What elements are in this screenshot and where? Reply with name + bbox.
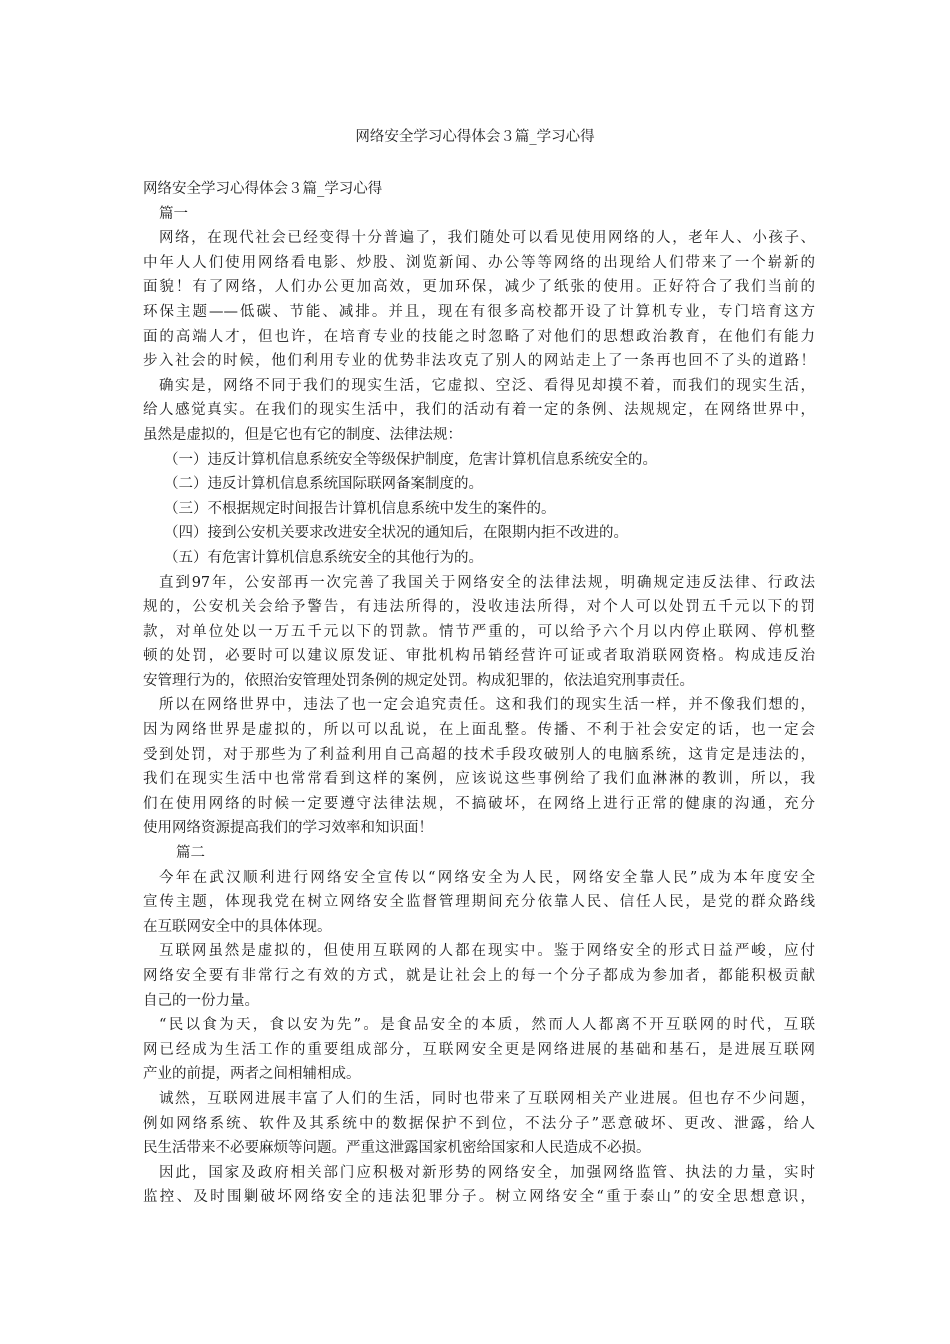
text-line: 产业的前提，两者之间相辅相成。	[143, 1066, 361, 1083]
document-body	[143, 177, 815, 1210]
text-line: （一）违反计算机信息系统安全等级保护制度，危害计算机信息系统安全的。	[164, 451, 657, 468]
text-line: 自己的一份力量。	[143, 992, 259, 1009]
text-line: 顿的处罚，必要时可以建议原发证、审批机构吊销经营许可证或者取消联网资格。构成违反治	[143, 648, 815, 665]
text-line: 我们在现实生活中也常常看到这样的案例，应该说这些事例给了我们血淋淋的教训，所以，我	[143, 771, 815, 788]
text-line: （二）违反计算机信息系统国际联网备案制度的。	[164, 476, 483, 493]
text-line: 所以在网络世界中，违法了也一定会追究责任。这和我们的现实生活一样，并不像我们想的，	[159, 697, 815, 714]
text-line: 例如网络系统、软件及其系统中的数据保护不到位，不法分子”恶意破坏、更改、泄露，给人	[143, 1115, 815, 1132]
text-line: 篇二	[176, 845, 205, 862]
text-line: 宣传主题，体现我党在树立网络安全监督管理期间充分依靠人民、信任人民，是党的群众路线	[143, 894, 815, 911]
text-line: 诚然，互联网进展丰富了人们的生活，同时也带来了互联网相关产业进展。但也存不少问题，	[159, 1090, 815, 1107]
text-line: 直到97年，公安部再一次完善了我国关于网络安全的法律法规，明确规定违反法律、行政法	[159, 574, 815, 591]
text-line: 在互联网安全中的具体体现。	[143, 918, 332, 935]
text-line: 网络安全学习心得体会３篇_学习心得	[143, 181, 383, 197]
text-line: 使用网络资源提高我们的学习效率和知识面！	[143, 820, 433, 837]
text-line: 环保主题——低碳、节能、减排。并且，现在有很多高校都开设了计算机专业，专门培育这方	[143, 303, 815, 320]
page-title: 网络安全学习心得体会３篇_学习心得	[355, 129, 595, 145]
text-line: 规的，公安机关会给予警告，有违法所得的，没收违法所得，对个人可以处罚五千元以下的罚	[143, 599, 815, 616]
text-line: 虽然是虚拟的，但是它也有它的制度、法律法规：	[143, 426, 462, 443]
text-line: （五）有危害计算机信息系统安全的其他行为的。	[164, 549, 483, 566]
text-line: 今年在武汉顺利进行网络安全宣传以“网络安全为人民，网络安全靠人民”成为本年度安全	[159, 869, 815, 886]
text-line: （三）不根据规定时间报告计算机信息系统中发生的案件的。	[164, 500, 556, 517]
text-line: 因为网络世界是虚拟的，所以可以乱说，在上面乱整。传播、不利于社会安定的话，也一定会	[143, 722, 815, 739]
text-line: “民以食为天，食以安为先”。是食品安全的本质，然而人人都离不开互联网的时代，互联	[159, 1017, 815, 1034]
text-line: 面的高端人才，但也许，在培育专业的技能之时忽略了对他们的思想政治教育，在他们有能力	[143, 328, 815, 345]
text-line: 们在使用网络的时候一定要遵守法律法规，不搞破坏，在网络上进行正常的健康的沟通，充分	[143, 795, 815, 812]
text-line: 互联网虽然是虚拟的，但使用互联网的人都在现实中。鉴于网络安全的形式日益严峻，应付	[159, 943, 815, 960]
text-line: 款，对单位处以一万五千元以下的罚款。情节严重的，可以给予六个月以内停止联网、停机整	[143, 623, 815, 640]
text-line: 给人感觉真实。在我们的现实生活中，我们的活动有着一定的条例、法规规定，在网络世界中，	[143, 402, 815, 419]
text-line: 网络安全要有非常行之有效的方式，就是让社会上的每一个分子都成为参加者，都能积极贡献	[143, 968, 815, 984]
text-line: 中年人人们使用网络看电影、炒股、浏览新闻、办公等等网络的出现给人们带来了一个崭新的	[143, 254, 815, 271]
text-line: 监控、及时围剿破坏网络安全的违法犯罪分子。树立网络安全“重于泰山”的安全思想意识，	[143, 1189, 815, 1206]
text-line: 网已经成为生活工作的重要组成部分，互联网安全更是网络进展的基础和基石，是进展互联网	[143, 1041, 815, 1058]
text-line: 篇一	[159, 205, 188, 222]
text-line: 步入社会的时候，他们利用专业的优势非法攻克了别人的网站走上了一条再也回不了头的道路！	[143, 353, 815, 370]
text-line: 网络，在现代社会已经变得十分普遍了，我们随处可以看见使用网络的人，老年人、小孩子、	[159, 230, 815, 247]
text-line: 受到处罚，对于那些为了利益利用自己高超的技术手段攻破别人的电脑系统，这肯定是违法的，	[143, 746, 815, 763]
text-line: 民生活带来不必要麻烦等问题。严重这泄露国家机密给国家和人民造成不必损。	[143, 1140, 651, 1157]
text-line: （四）接到公安机关要求改进安全状况的通知后，在限期内拒不改进的。	[164, 525, 628, 542]
text-line: 因此，国家及政府相关部门应积极对新形势的网络安全，加强网络监管、执法的力量，实时	[159, 1164, 815, 1181]
text-line: 确实是，网络不同于我们的现实生活，它虚拟、空泛、看得见却摸不着，而我们的现实生活，	[159, 377, 815, 394]
text-line: 安管理行为的，依照治安管理处罚条例的规定处罚。构成犯罪的，依法追究刑事责任。	[143, 672, 694, 689]
text-line: 面貌！有了网络，人们办公更加高效，更加环保，减少了纸张的使用。正好符合了我们当前的	[143, 279, 815, 296]
